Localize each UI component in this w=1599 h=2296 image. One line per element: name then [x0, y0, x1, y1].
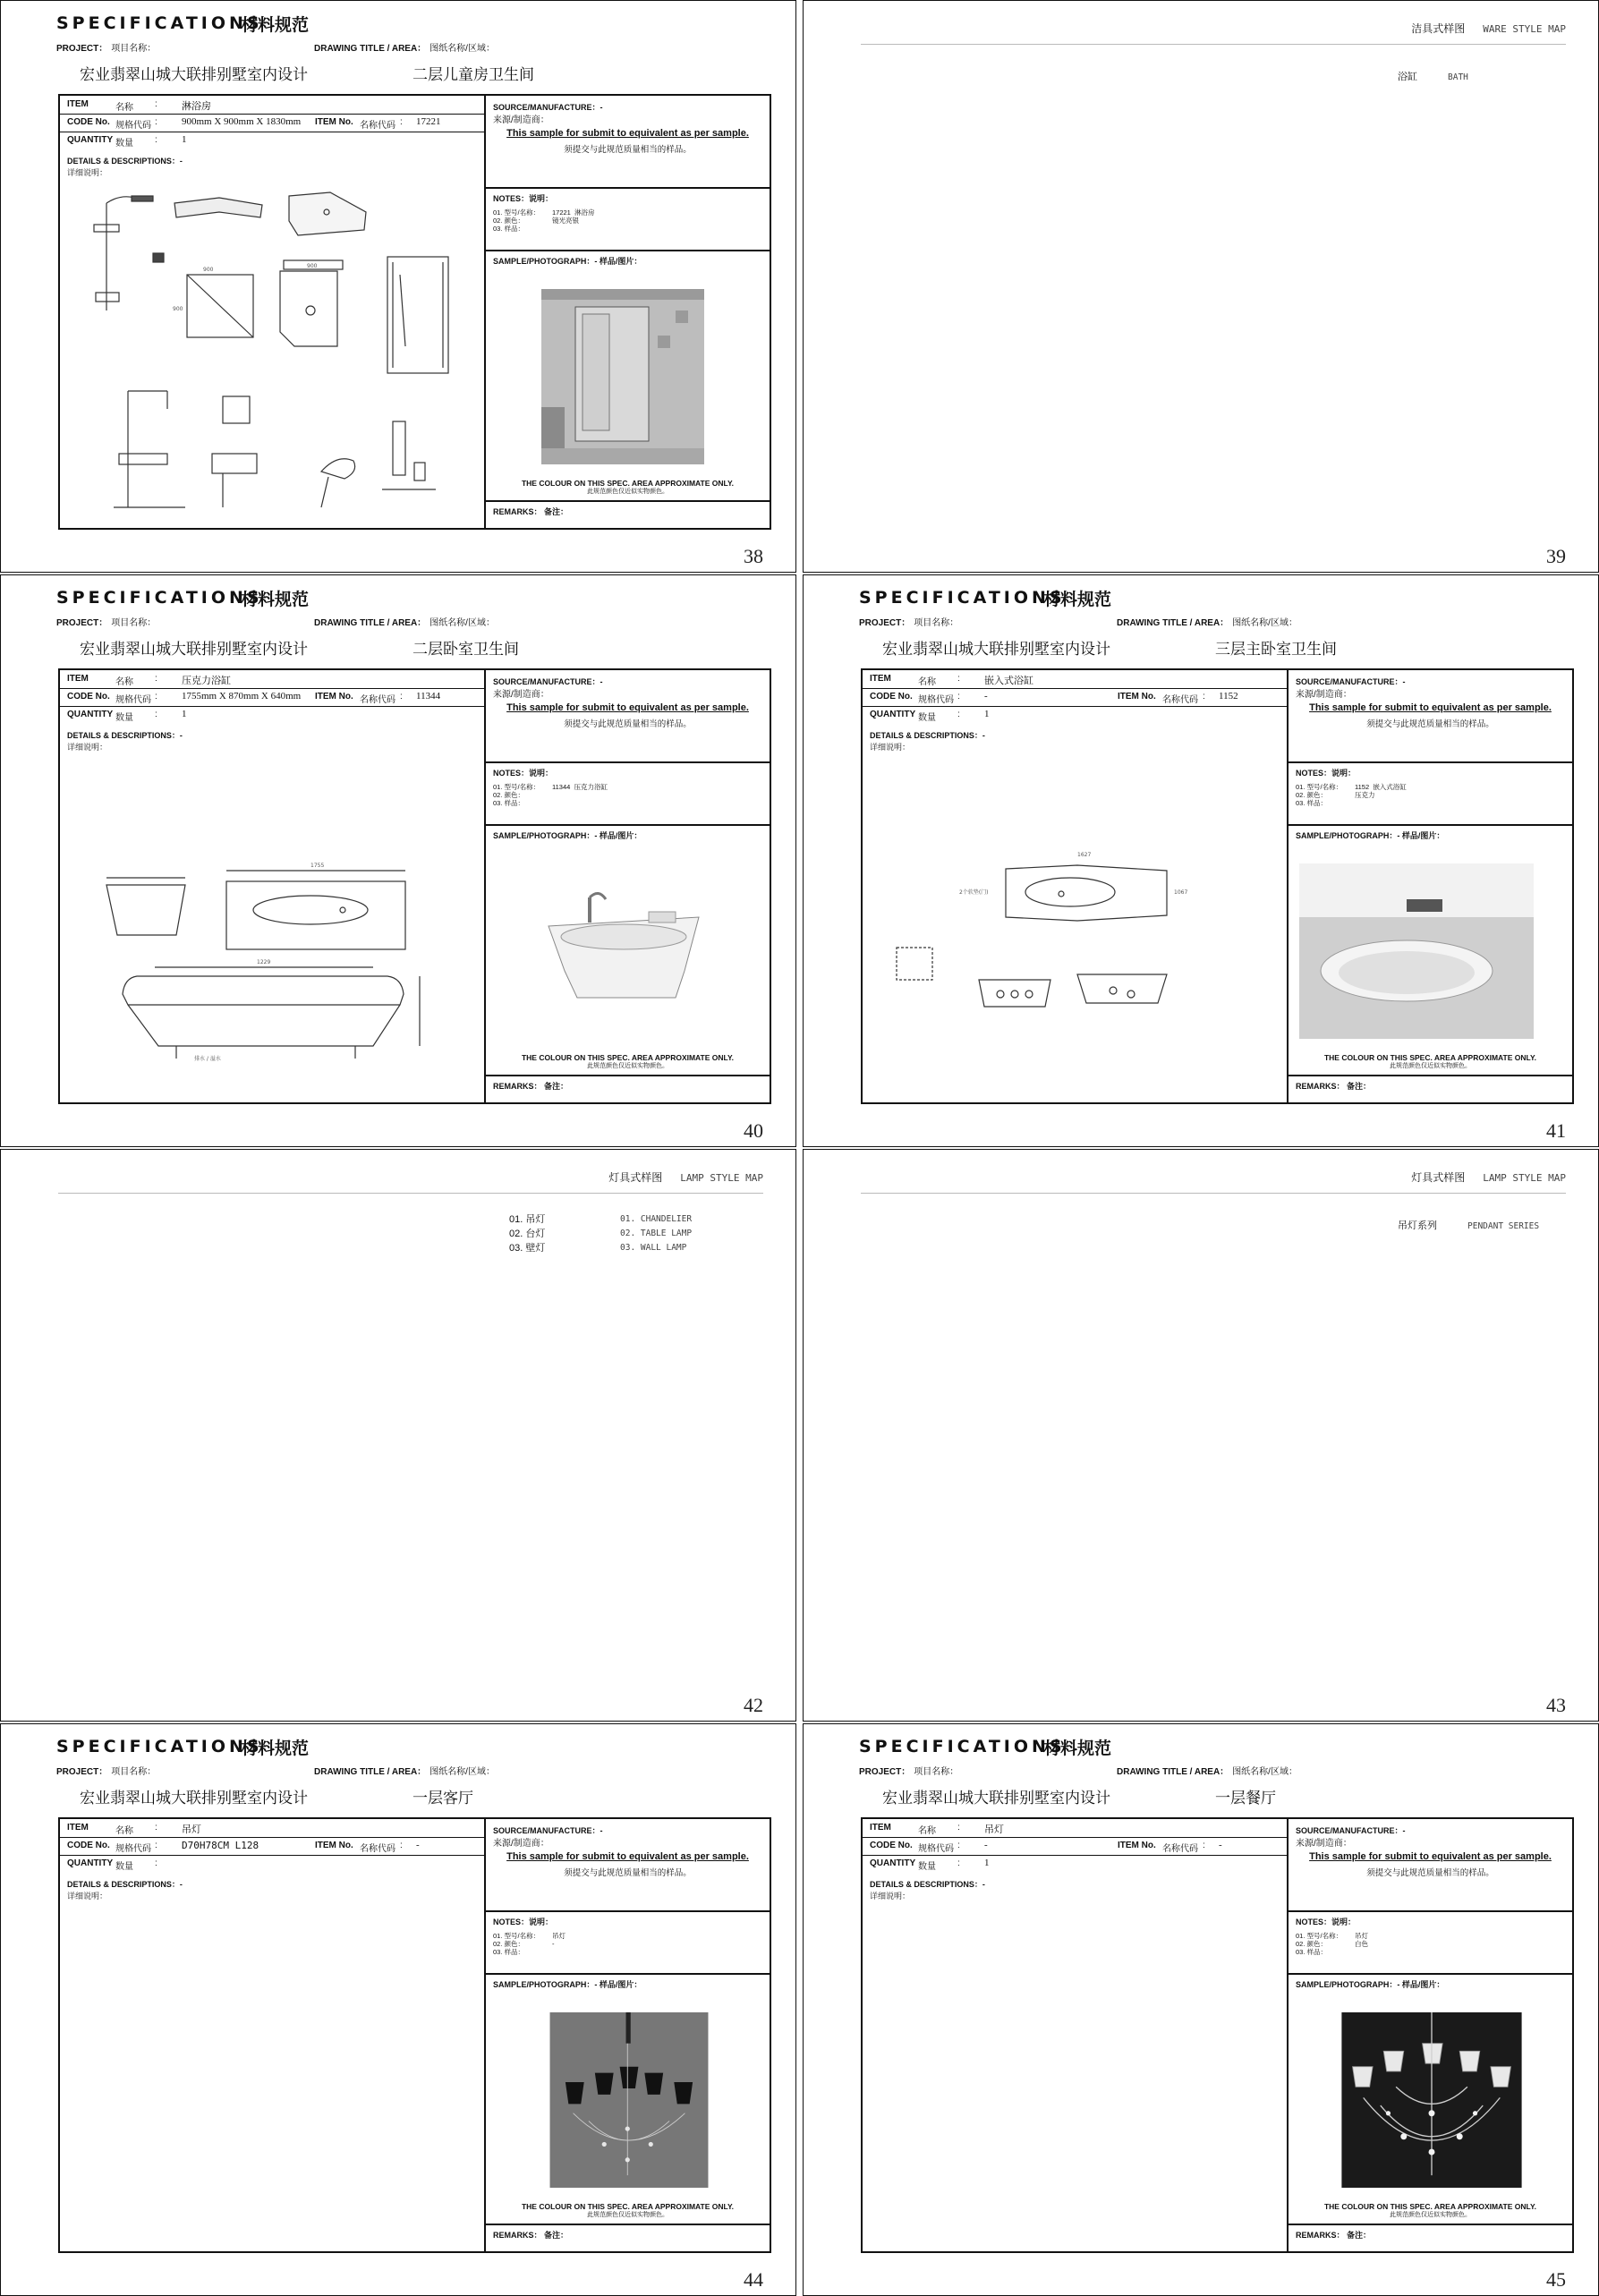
- item-no-value: 17221: [416, 116, 441, 127]
- remarks-section: REMARKS： 备注：: [1296, 1082, 1372, 1091]
- area-name: 三层主卧室卫生间: [1215, 641, 1337, 658]
- sample-section: SAMPLE/PHOTOGRAPH：- 样品/图片： THE COLOUR ON THIS SPEC. AREA APPROXIMATE ONLY. 此规范颜色仅近似实物颜色。: [486, 250, 770, 502]
- spec-left-panel: [60, 96, 486, 528]
- drawing-label: DRAWING TITLE / AREA： 图纸名称/区域：: [314, 618, 495, 628]
- spec-left-panel: [60, 1819, 486, 2251]
- code-row: CODE No. 规格代码 : - ITEM No. 名称代码 : -: [863, 1837, 1287, 1856]
- details-label: DETAILS & DESCRIPTIONS：- 详细说明：: [67, 157, 183, 177]
- source-section: SOURCE/MANUFACTURE：- 来源/制造商： This sample for submit to equivalent as per sample. 须提交与此规范质量相当的样品。: [1289, 1819, 1572, 1912]
- page-number: 44: [744, 2268, 763, 2291]
- quantity-value: 1: [984, 709, 990, 719]
- page-number: 42: [744, 1694, 763, 1716]
- remarks-section: REMARKS： 备注：: [1296, 2231, 1372, 2240]
- area-name: 二层儿童房卫生间: [413, 66, 534, 83]
- code-value: 900mm X 900mm X 1830mm: [182, 116, 302, 127]
- list-item: 01. 吊灯 01. CHANDELIER: [509, 1214, 693, 1225]
- notes-section: NOTES：说明： 01. 型号/名称： 02. 颜色： 03. 样品： 吊灯 白色: [1289, 1910, 1572, 1975]
- quantity-row: QUANTITY 数量 : 1: [870, 1858, 990, 1872]
- remarks-section: REMARKS： 备注：: [493, 2231, 569, 2240]
- spec-title-cn: 材料规范: [241, 16, 310, 35]
- spec-left-panel: [60, 670, 486, 1102]
- item-no-value: 1152: [1219, 691, 1238, 702]
- bathtub-photo: [541, 863, 704, 1039]
- project-label: PROJECT： 项目名称：: [56, 618, 157, 628]
- technical-drawings: [872, 760, 1280, 1098]
- source-section: SOURCE/MANUFACTURE：- 来源/制造商： This sample for submit to equivalent as per sample. 须提交与此规范质量相当的样品。: [486, 1819, 770, 1912]
- quantity-row: QUANTITY 数量 : 1: [67, 134, 187, 149]
- source-section: SOURCE/MANUFACTURE：- 来源/制造商： This sample for submit to equivalent as per sample. 须提交与此规范质量相当的样品。: [486, 96, 770, 189]
- spec-page-40: [0, 574, 796, 1147]
- spec-box: [58, 668, 771, 1104]
- code-row: CODE No. 规格代码 : D70H78CM L128 ITEM No. 名称代码 : -: [60, 1837, 484, 1856]
- quantity-row: QUANTITY 数量 :: [67, 1858, 157, 1872]
- spec-title-cn: 材料规范: [1043, 1739, 1112, 1758]
- code-row: CODE No. 规格代码 : 1755mm X 870mm X 640mm ITEM No. 名称代码 : 11344: [60, 688, 484, 707]
- code-value: -: [984, 1840, 988, 1850]
- quantity-value: 1: [984, 1858, 990, 1868]
- quantity-row: QUANTITY 数量 : 1: [67, 709, 187, 723]
- shower-drawings-svg: [69, 185, 477, 523]
- spec-title-cn: 材料规范: [241, 591, 310, 609]
- page-number: 40: [744, 1119, 763, 1142]
- quantity-value: 1: [182, 134, 187, 145]
- lamp-category-list: [509, 1212, 693, 1255]
- spec-box: [861, 668, 1574, 1104]
- project-name: 宏业翡翠山城大联排别墅室内设计: [80, 641, 308, 658]
- heading-divider: [861, 44, 1566, 45]
- item-no-value: 11344: [416, 691, 441, 702]
- drawing-label: DRAWING TITLE / AREA： 图纸名称/区域：: [1117, 1767, 1297, 1777]
- technical-drawings: [69, 760, 477, 1098]
- page-number: 41: [1546, 1119, 1566, 1142]
- spec-page-45: [803, 1723, 1599, 2296]
- builtin-tub-photo: [1299, 863, 1534, 1039]
- spec-right-panel: [486, 96, 770, 528]
- sample-section: SAMPLE/PHOTOGRAPH：- 样品/图片： THE COLOUR ON THIS SPEC. AREA APPROXIMATE ONLY. 此规范颜色仅近似实物颜色。: [486, 824, 770, 1076]
- source-section: SOURCE/MANUFACTURE：- 来源/制造商： This sample for submit to equivalent as per sample. 须提交与此规范质量相当的样品。: [1289, 670, 1572, 763]
- project-label: PROJECT： 项目名称：: [859, 1767, 959, 1777]
- spec-title-cn: 材料规范: [1043, 591, 1112, 609]
- drawing-label: DRAWING TITLE / AREA： 图纸名称/区域：: [314, 1767, 495, 1777]
- item-row: ITEM 名称 : 吊灯: [863, 1819, 1287, 1838]
- spec-page-41: [803, 574, 1599, 1147]
- svg-text:1627: 1627: [1077, 852, 1092, 858]
- project-name: 宏业翡翠山城大联排别墅室内设计: [882, 1790, 1110, 1807]
- item-row: ITEM 名称 : 吊灯: [60, 1819, 484, 1838]
- spec-page-44: [0, 1723, 796, 2296]
- project-name: 宏业翡翠山城大联排别墅室内设计: [80, 66, 308, 83]
- quantity-row: QUANTITY 数量 : 1: [870, 709, 990, 723]
- details-label: DETAILS & DESCRIPTIONS：- 详细说明：: [67, 1880, 183, 1901]
- svg-text:900: 900: [173, 306, 183, 312]
- spec-title: SPECIFICATIONS: [859, 1737, 1066, 1756]
- drawing-label: DRAWING TITLE / AREA： 图纸名称/区域：: [314, 44, 495, 54]
- notes-section: NOTES：说明： 01. 型号/名称： 02. 颜色： 03. 样品： 1152 嵌入式浴缸 压克力: [1289, 761, 1572, 826]
- quantity-value: 1: [182, 709, 187, 719]
- sample-section: SAMPLE/PHOTOGRAPH：- 样品/图片： THE COLOUR ON THIS SPEC. AREA APPROXIMATE ONLY. 此规范颜色仅近似实物颜色。: [1289, 1973, 1572, 2225]
- style-map-heading: 灯具式样图 LAMP STYLE MAP: [608, 1171, 763, 1184]
- spec-right-panel: [486, 670, 770, 1102]
- svg-text:900: 900: [307, 263, 318, 269]
- svg-text:1229: 1229: [257, 959, 271, 965]
- list-item: 02. 台灯 02. TABLE LAMP: [509, 1229, 693, 1239]
- notes-section: NOTES：说明： 01. 型号/名称： 02. 颜色： 03. 样品： 吊灯 -: [486, 1910, 770, 1975]
- code-row: CODE No. 规格代码 : 900mm X 900mm X 1830mm ITEM No. 名称代码 : 17221: [60, 114, 484, 132]
- drawing-label: DRAWING TITLE / AREA： 图纸名称/区域：: [1117, 618, 1297, 628]
- project-name: 宏业翡翠山城大联排别墅室内设计: [882, 641, 1110, 658]
- spec-box: [861, 1817, 1574, 2253]
- spec-right-panel: [1289, 1819, 1572, 2251]
- style-map-heading: 灯具式样图 LAMP STYLE MAP: [1411, 1171, 1566, 1184]
- page-number: 39: [1546, 545, 1566, 567]
- spec-box: [58, 1817, 771, 2253]
- project-label: PROJECT： 项目名称：: [56, 1767, 157, 1777]
- spec-title: SPECIFICATIONS: [859, 588, 1066, 608]
- svg-text:900: 900: [203, 267, 214, 273]
- source-section: SOURCE/MANUFACTURE：- 来源/制造商： This sample for submit to equivalent as per sample. 须提交与此规范质量相当的样品。: [486, 670, 770, 763]
- builtin-tub-drawings-svg: [872, 760, 1280, 1098]
- style-map-heading: 洁具式样图 WARE STYLE MAP: [1411, 22, 1566, 35]
- svg-text:1755: 1755: [310, 863, 325, 869]
- item-value: 吊灯: [182, 1824, 201, 1835]
- cover-page-39: [803, 0, 1599, 573]
- item-value: 压克力浴缸: [182, 676, 231, 686]
- page-number: 38: [744, 545, 763, 567]
- spec-left-panel: [863, 1819, 1289, 2251]
- page-number: 43: [1546, 1694, 1566, 1716]
- details-label: DETAILS & DESCRIPTIONS：- 详细说明：: [870, 731, 985, 752]
- technical-drawings: [69, 185, 477, 523]
- item-value: 吊灯: [984, 1824, 1004, 1835]
- item-no-value: -: [1219, 1840, 1222, 1850]
- spec-title: SPECIFICATIONS: [56, 588, 263, 608]
- code-row: CODE No. 规格代码 : - ITEM No. 名称代码 : 1152: [863, 688, 1287, 707]
- spec-box: [58, 94, 771, 530]
- item-row: ITEM 名称 : 压克力浴缸: [60, 670, 484, 689]
- svg-text:排水 / 溢水: 排水 / 溢水: [194, 1056, 221, 1062]
- spec-title: SPECIFICATIONS: [56, 13, 263, 33]
- item-value: 嵌入式浴缸: [984, 676, 1033, 686]
- heading-divider: [861, 1193, 1566, 1194]
- spec-right-panel: [486, 1819, 770, 2251]
- svg-text:1067: 1067: [1174, 889, 1188, 896]
- area-name: 一层客厅: [413, 1790, 473, 1807]
- area-name: 一层餐厅: [1215, 1790, 1276, 1807]
- chandelier-photo: [1328, 2012, 1535, 2188]
- list-item: 03. 壁灯 03. WALL LAMP: [509, 1243, 687, 1254]
- sample-section: SAMPLE/PHOTOGRAPH：- 样品/图片： THE COLOUR ON THIS SPEC. AREA APPROXIMATE ONLY. 此规范颜色仅近似实物颜色。: [486, 1973, 770, 2225]
- spec-right-panel: [1289, 670, 1572, 1102]
- bathtub-drawings-svg: [69, 760, 477, 1098]
- code-value: -: [984, 691, 988, 702]
- remarks-section: REMARKS： 备注：: [493, 507, 569, 516]
- item-value: 淋浴房: [182, 101, 211, 112]
- heading-divider: [58, 1193, 763, 1194]
- sample-section: SAMPLE/PHOTOGRAPH：- 样品/图片： THE COLOUR ON THIS SPEC. AREA APPROXIMATE ONLY. 此规范颜色仅近似实物颜色。: [1289, 824, 1572, 1076]
- code-value: D70H78CM L128: [182, 1840, 259, 1851]
- area-name: 二层卧室卫生间: [413, 641, 519, 658]
- details-label: DETAILS & DESCRIPTIONS：- 详细说明：: [870, 1880, 985, 1901]
- details-label: DETAILS & DESCRIPTIONS：- 详细说明：: [67, 731, 183, 752]
- notes-section: NOTES：说明： 01. 型号/名称： 02. 颜色： 03. 样品： 11344 压克力浴缸: [486, 761, 770, 826]
- chandelier-photo: [538, 2012, 720, 2188]
- project-name: 宏业翡翠山城大联排别墅室内设计: [80, 1790, 308, 1807]
- category-label: 吊灯系列 PENDANT SERIES: [1398, 1220, 1540, 1231]
- cover-page-43: [803, 1149, 1599, 1722]
- page-number: 45: [1546, 2268, 1566, 2291]
- cover-page-42: [0, 1149, 796, 1722]
- notes-section: NOTES：说明： 01. 型号/名称： 02. 颜色： 03. 样品： 17221 淋浴房 镜光亮银: [486, 187, 770, 251]
- svg-text:2个软垫(门): 2个软垫(门): [959, 889, 989, 896]
- spec-page-38: [0, 0, 796, 573]
- spec-title-cn: 材料规范: [241, 1739, 310, 1758]
- item-row: ITEM 名称 : 淋浴房: [60, 96, 484, 115]
- spec-title: SPECIFICATIONS: [56, 1737, 263, 1756]
- project-label: PROJECT： 项目名称：: [859, 618, 959, 628]
- item-row: ITEM 名称 : 嵌入式浴缸: [863, 670, 1287, 689]
- project-label: PROJECT： 项目名称：: [56, 44, 157, 54]
- category-label: 浴缸 BATH: [1398, 72, 1468, 82]
- shower-photo: [541, 289, 704, 464]
- code-value: 1755mm X 870mm X 640mm: [182, 691, 302, 702]
- item-no-value: -: [416, 1840, 420, 1850]
- remarks-section: REMARKS： 备注：: [493, 1082, 569, 1091]
- spec-left-panel: [863, 670, 1289, 1102]
